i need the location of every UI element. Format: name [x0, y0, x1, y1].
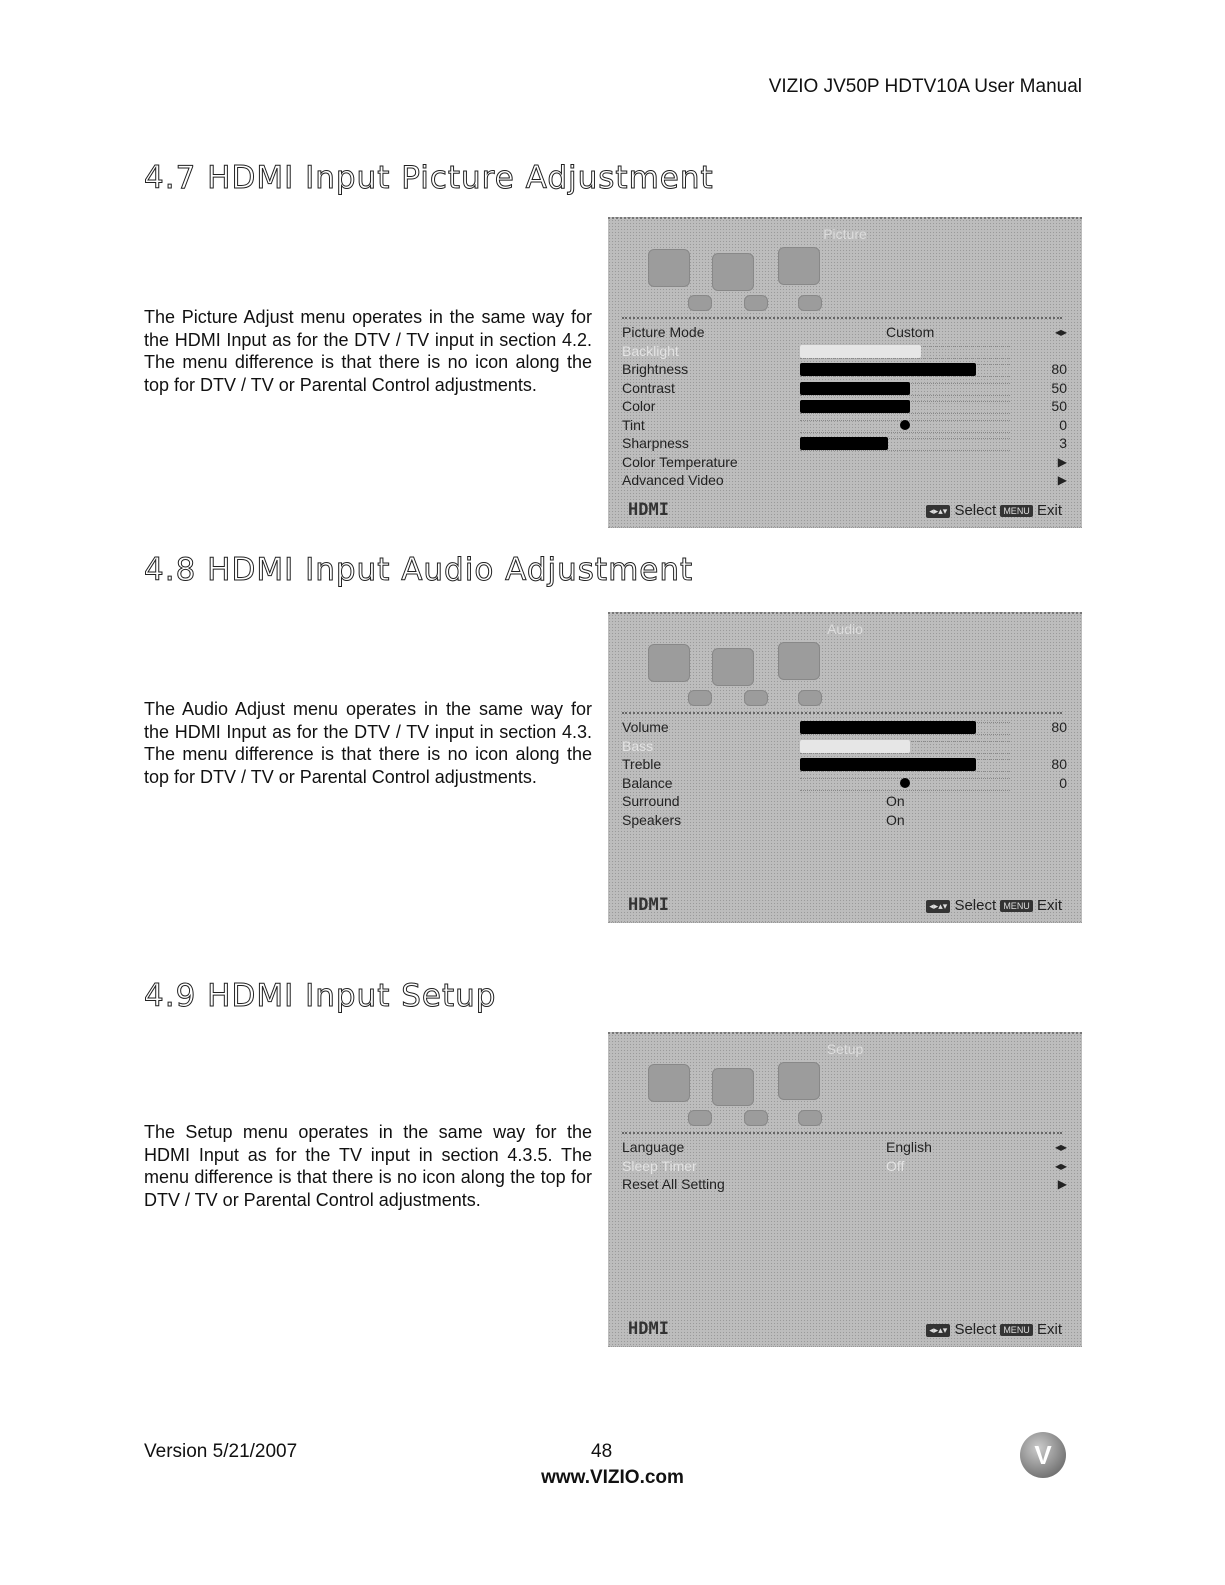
osd-row-label: Color Temperature	[622, 453, 738, 470]
logo-letter: V	[1034, 1440, 1052, 1470]
menu-category-icon[interactable]	[712, 253, 754, 291]
osd-row-label: Bass	[622, 737, 654, 754]
menu-category-icon[interactable]	[744, 295, 768, 311]
osd-row-label: Surround	[622, 793, 680, 809]
nav-keys-icon: ◂▸▴▾	[926, 505, 950, 518]
osd-audio-menu	[608, 612, 1082, 923]
osd-icon-row	[648, 243, 908, 315]
select-hint: Select	[950, 897, 1001, 914]
osd-row-value: 80	[1051, 756, 1067, 772]
osd-slider-bar[interactable]	[800, 345, 921, 358]
osd-divider	[622, 1132, 1062, 1134]
section-title-picture: 4.7 HDMI Input Picture Adjustment	[144, 160, 714, 196]
submenu-arrow-icon: ▶	[1057, 473, 1067, 487]
menu-category-icon[interactable]	[688, 1110, 712, 1126]
osd-row-value: 3	[1059, 435, 1067, 451]
osd-icon-row	[648, 638, 908, 710]
osd-slider-bar[interactable]	[800, 740, 910, 753]
osd-menu-list	[622, 1138, 1067, 1194]
osd-key-hints	[926, 502, 1062, 519]
menu-category-icon[interactable]	[744, 1110, 768, 1126]
osd-key-hints	[926, 897, 1062, 914]
osd-input-source: HDMI	[628, 500, 669, 520]
exit-hint: Exit	[1032, 1321, 1062, 1338]
osd-row-value: 50	[1051, 379, 1067, 396]
nav-keys-icon: ◂▸▴▾	[926, 900, 950, 913]
osd-menu-row[interactable]	[622, 453, 1067, 472]
osd-input-source: HDMI	[628, 1319, 669, 1339]
osd-slider-bar[interactable]	[800, 721, 976, 734]
osd-row-label: Advanced Video	[622, 472, 724, 488]
osd-menu-row[interactable]	[622, 737, 1067, 756]
osd-menu-row[interactable]	[622, 471, 1067, 490]
osd-menu-row[interactable]	[622, 811, 1067, 830]
footer-url: www.VIZIO.com	[541, 1467, 684, 1488]
osd-row-value: 0	[1059, 416, 1067, 433]
section-title-setup: 4.9 HDMI Input Setup	[144, 978, 497, 1014]
menu-category-icon[interactable]	[648, 1064, 690, 1102]
section-text-picture: The Picture Adjust menu operates in the same way for the HDMI Input as for the DTV / TV input in section 4.2. The menu difference is that there is no icon along the top for DTV / TV or Parental Control adjustments.	[144, 307, 592, 395]
footer-version: Version 5/21/2007	[144, 1441, 298, 1462]
osd-menu-row[interactable]	[622, 397, 1067, 416]
nav-keys-icon: ◂▸▴▾	[926, 1324, 950, 1337]
menu-category-icon[interactable]	[798, 295, 822, 311]
menu-category-icon[interactable]	[798, 1110, 822, 1126]
osd-title: Setup	[826, 1041, 864, 1057]
menu-category-icon[interactable]	[778, 247, 820, 285]
exit-hint: Exit	[1032, 897, 1062, 914]
menu-category-icon[interactable]	[798, 690, 822, 706]
osd-divider	[622, 712, 1062, 714]
osd-row-label: Speakers	[622, 811, 682, 828]
osd-row-label: Brightness	[622, 361, 689, 377]
menu-category-icon[interactable]	[648, 249, 690, 287]
osd-row-label: Tint	[622, 416, 645, 433]
osd-menu-row[interactable]	[622, 718, 1067, 737]
osd-row-label: Picture Mode	[622, 324, 705, 340]
osd-row-value: 50	[1051, 398, 1067, 414]
vizio-logo-icon	[1020, 1432, 1066, 1478]
osd-row-value: 0	[1059, 774, 1067, 791]
menu-category-icon[interactable]	[712, 648, 754, 686]
osd-menu-row[interactable]	[622, 1175, 1067, 1194]
osd-title: Picture	[823, 226, 867, 242]
osd-slider-bar[interactable]	[800, 758, 976, 771]
osd-title: Audio	[827, 621, 863, 637]
menu-category-icon[interactable]	[648, 644, 690, 682]
section-text-audio: The Audio Adjust menu operates in the same way for the HDMI Input as for the DTV / TV input in section 4.3. The menu difference is that there is no icon along the top for DTV / TV or Parental Control adjustments.	[144, 699, 592, 787]
osd-row-value: 80	[1051, 361, 1067, 377]
menu-category-icon[interactable]	[688, 690, 712, 706]
osd-row-setting: Off	[886, 1157, 905, 1174]
osd-slider-knob[interactable]	[900, 778, 910, 788]
menu-key-icon: MENU	[1000, 1324, 1033, 1336]
osd-footer	[622, 500, 1070, 524]
menu-category-icon[interactable]	[688, 295, 712, 311]
left-right-arrow-icon: ◂▸	[1054, 325, 1067, 339]
osd-row-label: Backlight	[622, 342, 679, 359]
osd-row-label: Treble	[622, 756, 662, 772]
osd-row-label: Sharpness	[622, 435, 689, 451]
osd-footer	[622, 895, 1070, 919]
osd-slider-bar[interactable]	[800, 400, 910, 413]
osd-row-label: Volume	[622, 719, 669, 735]
osd-menu-row[interactable]	[622, 792, 1067, 811]
osd-menu-row[interactable]	[622, 1138, 1067, 1157]
osd-menu-row[interactable]	[622, 379, 1067, 398]
osd-menu-row[interactable]	[622, 1157, 1067, 1176]
section-text-setup: The Setup menu operates in the same way for the HDMI Input as for the TV input in section 4.3.5. The menu difference is that there is no icon along the top for DTV / TV or Parental Control adjustments.	[144, 1122, 592, 1210]
osd-slider-bar[interactable]	[800, 363, 976, 376]
osd-row-setting: On	[886, 811, 905, 828]
osd-setup-menu	[608, 1032, 1082, 1347]
osd-menu-row[interactable]	[622, 774, 1067, 793]
left-right-arrow-icon: ◂▸	[1054, 1158, 1067, 1173]
osd-slider-bar[interactable]	[800, 382, 910, 395]
menu-key-icon: MENU	[1000, 505, 1033, 517]
osd-picture-menu	[608, 217, 1082, 528]
menu-category-icon[interactable]	[712, 1068, 754, 1106]
menu-category-icon[interactable]	[778, 1062, 820, 1100]
osd-menu-row[interactable]	[622, 434, 1067, 453]
osd-divider	[622, 317, 1062, 319]
left-right-arrow-icon: ◂▸	[1054, 1140, 1067, 1154]
osd-menu-row[interactable]	[622, 342, 1067, 361]
osd-footer	[622, 1319, 1070, 1343]
osd-row-label: Color	[622, 398, 656, 414]
submenu-arrow-icon: ▶	[1057, 1177, 1067, 1191]
exit-hint: Exit	[1032, 502, 1062, 519]
osd-key-hints	[926, 1321, 1062, 1338]
osd-row-label: Sleep Timer	[622, 1157, 697, 1174]
osd-menu-row[interactable]	[622, 416, 1067, 435]
menu-key-icon: MENU	[1000, 900, 1033, 912]
page-number: 48	[591, 1441, 613, 1462]
osd-menu-row[interactable]	[622, 360, 1067, 379]
osd-menu-row[interactable]	[622, 323, 1067, 342]
osd-row-label: Language	[622, 1139, 685, 1155]
osd-row-setting: On	[886, 793, 905, 809]
osd-menu-list	[622, 718, 1067, 829]
select-hint: Select	[950, 1321, 1001, 1338]
osd-icon-row	[648, 1058, 908, 1130]
section-title-audio: 4.8 HDMI Input Audio Adjustment	[144, 552, 694, 588]
osd-input-source: HDMI	[628, 895, 669, 915]
osd-row-label: Reset All Setting	[622, 1176, 725, 1192]
osd-row-label: Balance	[622, 774, 673, 791]
running-header: VIZIO JV50P HDTV10A User Manual	[768, 76, 1082, 97]
menu-category-icon[interactable]	[744, 690, 768, 706]
osd-row-label: Contrast	[622, 379, 675, 396]
osd-row-setting: Custom	[886, 324, 935, 340]
osd-menu-list	[622, 323, 1067, 490]
osd-slider-bar[interactable]	[800, 437, 888, 450]
osd-row-value: 80	[1051, 719, 1067, 735]
submenu-arrow-icon: ▶	[1057, 454, 1067, 469]
menu-category-icon[interactable]	[778, 642, 820, 680]
osd-row-setting: English	[886, 1139, 932, 1155]
osd-slider-knob[interactable]	[900, 420, 910, 430]
osd-menu-row[interactable]	[622, 755, 1067, 774]
select-hint: Select	[950, 502, 1001, 519]
